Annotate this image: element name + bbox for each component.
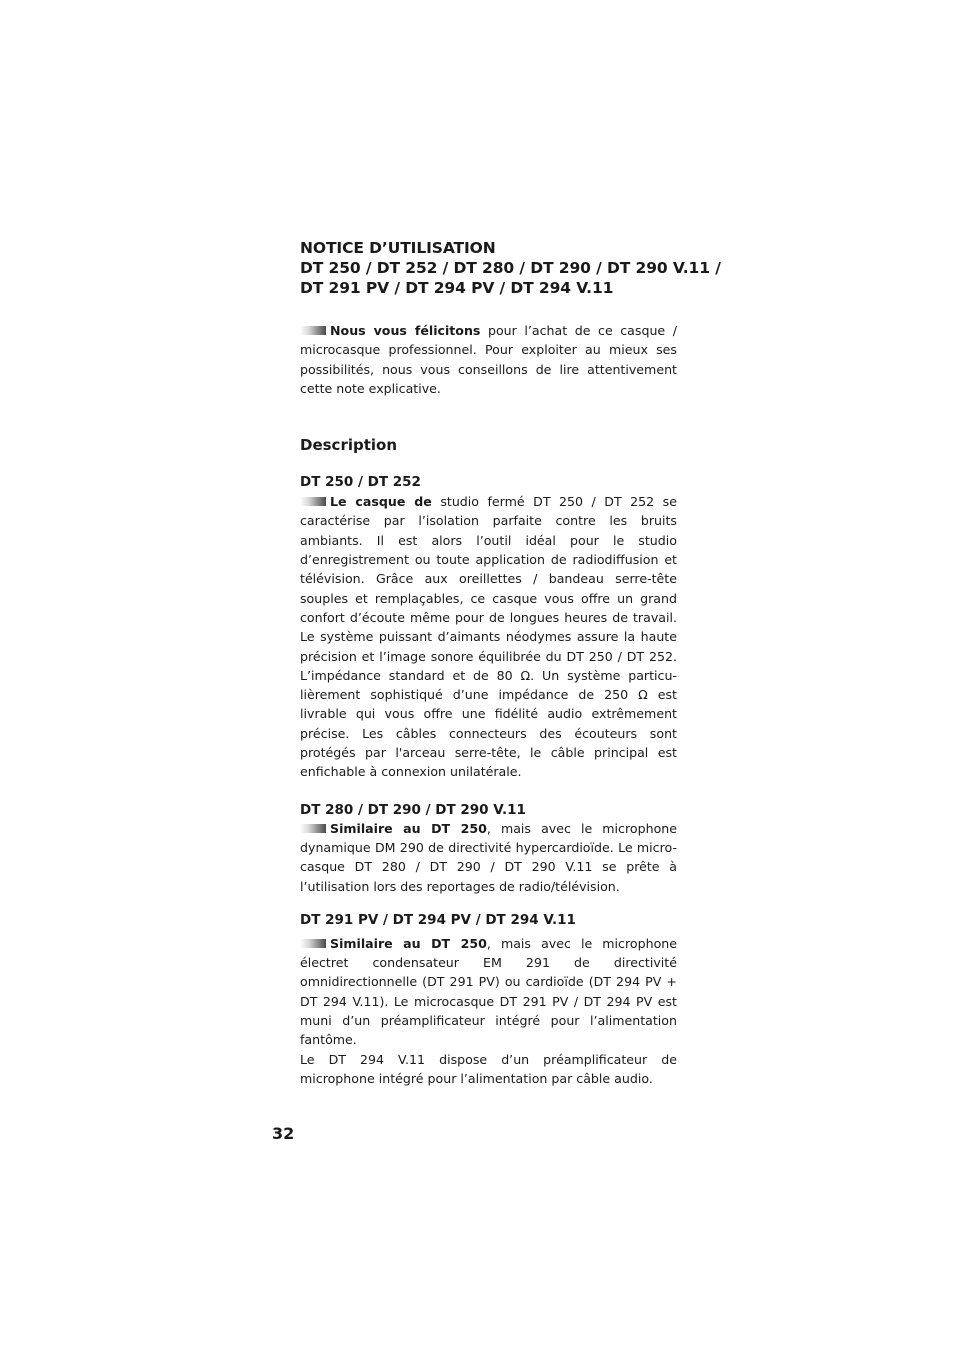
paragraph-lead: Similaire au DT 250 xyxy=(330,820,487,836)
paragraph-dt280 xyxy=(300,819,677,896)
manual-page xyxy=(300,238,721,1088)
gradient-bar-icon xyxy=(300,326,326,335)
paragraph-text: , mais avec le microphone électret condensateur EM 291 de directivité omnidirectionnelle (DT 291 PV) ou cardioïde (DT 294 PV + DT 294 V.11). Le microcasque DT 291 PV / DT 294 PV est muni d’un préamplificateur intégré pour l’alimentation fantôme. xyxy=(300,935,678,1048)
intro-text: pour l’achat de ce casque / microcasque professionnel. Pour exploiter au mieux ses possibilités, nous vous conseillons de lire attentivement cette note explicative. xyxy=(300,323,677,396)
paragraph-dt250 xyxy=(300,492,677,781)
page-title xyxy=(300,238,721,298)
subsection-heading-dt280: DT 280 / DT 290 / DT 290 V.11 xyxy=(300,801,526,818)
gradient-bar-icon xyxy=(300,824,326,833)
section-heading-description: Description xyxy=(300,436,398,455)
page-number: 32 xyxy=(272,1124,295,1143)
title-line-1: NOTICE D’UTILISATION xyxy=(300,239,496,257)
gradient-bar-icon xyxy=(300,939,326,948)
paragraph-dt291 xyxy=(300,934,677,1050)
subsection-heading-dt250: DT 250 / DT 252 xyxy=(300,474,421,491)
subsection-heading-dt291: DT 291 PV / DT 294 PV / DT 294 V.11 xyxy=(300,911,576,928)
paragraph-lead: Le casque de xyxy=(330,494,432,510)
title-line-2: DT 250 / DT 252 / DT 280 / DT 290 / DT 290 V.11 / xyxy=(300,259,721,277)
title-line-3: DT 291 PV / DT 294 PV / DT 294 V.11 xyxy=(300,279,614,297)
gradient-bar-icon xyxy=(300,497,326,506)
paragraph-text: , mais avec le microphone dynamique DM 290 de directivité hypercardioïde. Le micro-casque DT 280 / DT 290 / DT 290 V.11 se prête à l’utilisation lors des reportages de radio/télévision. xyxy=(300,820,678,894)
paragraph-dt294v11: Le DT 294 V.11 dispose d’un préamplificateur de microphone intégré pour l’alimentation par câble audio. xyxy=(300,1051,677,1086)
intro-lead: Nous vous félicitons xyxy=(330,323,481,338)
intro-paragraph xyxy=(300,321,677,398)
paragraph-lead: Similaire au DT 250 xyxy=(330,935,487,951)
paragraph-text: studio fermé DT 250 / DT 252 se caractérise par l’isolation parfaite contre les bruits ambiants. Il est alors l’outil idéal pour le studio d’enregistrement ou toute application de radiodiffusion et télévision. Grâce aux oreillettes / bandeau serre-tête souples et remplaçables, ce casque vous offre un grand confort d’écoute même pour de longues heures de travail. Le système puissant d’aimants néodymes assure la haute précision et l’image sonore équilibrée du DT 250 / DT 252. L’impédance standard et de 80 Ω. Un système particulièrement sophistiqué d’une impédance de 250 Ω est livrable qui vous offre une fidélité audio extrêmement précise. Les câbles connecteurs des écouteurs sont protégés par l'arceau serre-tête, le câble principal est enfichable à connexion unilatérale. xyxy=(300,494,677,780)
